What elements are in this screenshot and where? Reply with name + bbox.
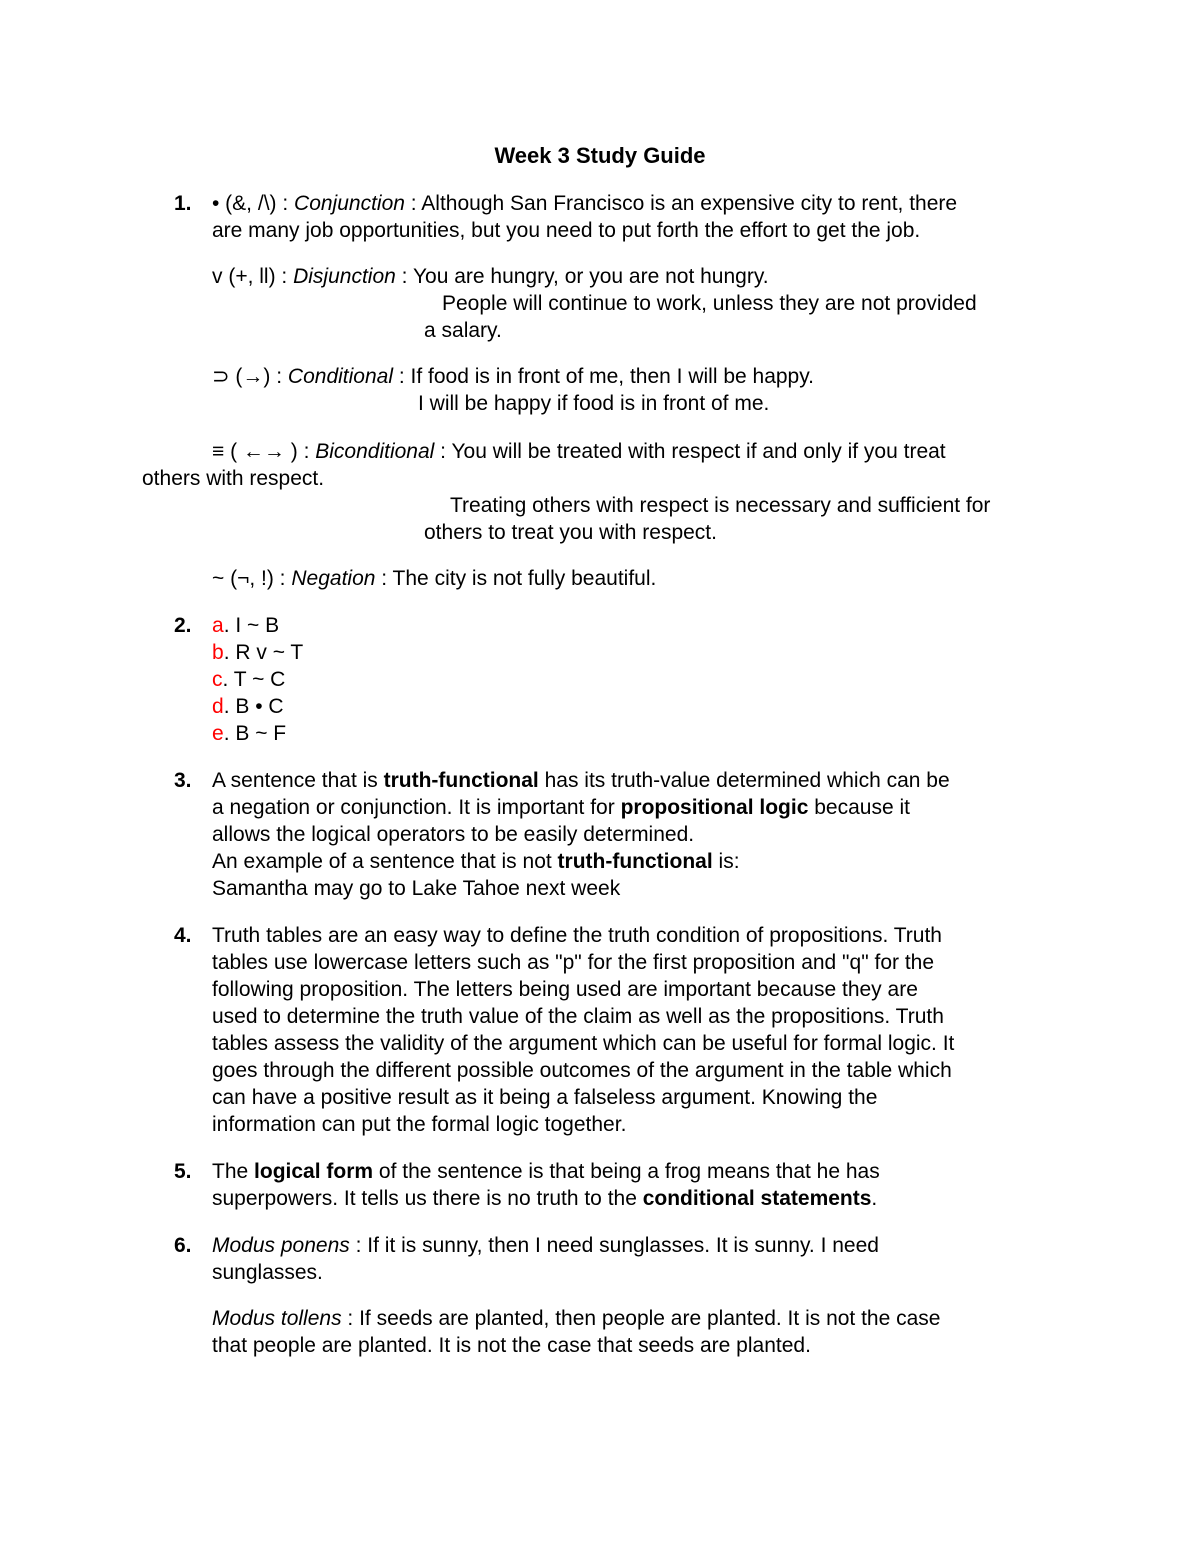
item-letter: e — [212, 722, 224, 745]
truth-tables-line-7: can have a positive result as it being a falseless argument. Knowing the — [212, 1086, 878, 1109]
text: . — [871, 1187, 878, 1210]
negation-symbol: ~ (¬, !) : — [212, 567, 292, 590]
symbolization-item-c — [212, 666, 285, 693]
bold-term: logical form — [254, 1160, 374, 1183]
item-number-3: 3. — [174, 769, 192, 792]
conjunction-separator: : — [404, 192, 422, 215]
text: has its truth-value determined which can be — [538, 769, 950, 792]
bold-term: propositional logic — [620, 796, 809, 819]
disjunction-separator: : — [395, 265, 413, 288]
truth-functional-line-2 — [212, 794, 910, 821]
conjunction-line — [212, 190, 957, 217]
text: The — [212, 1160, 255, 1183]
conjunction-text: Although San Francisco is an expensive city to rent, there — [421, 192, 958, 215]
biconditional-line-4: others to treat you with respect. — [424, 521, 717, 544]
bold-term: conditional statements — [642, 1187, 872, 1210]
negation-text: The city is not fully beautiful. — [392, 567, 657, 590]
biconditional-line-2: others with respect. — [142, 467, 325, 490]
negation-separator: : — [375, 567, 393, 590]
text: superpowers. It tells us there is no truth to the — [212, 1187, 643, 1210]
truth-functional-line-4 — [212, 848, 740, 875]
truth-tables-line-6: goes through the different possible outcomes of the argument in the table which — [212, 1059, 952, 1082]
symbolization-item-a — [212, 612, 279, 639]
disjunction-term: Disjunction — [293, 265, 396, 288]
text: a negation or conjunction. It is important for — [212, 796, 621, 819]
modus-ponens-term: Modus ponens — [212, 1234, 350, 1257]
truth-functional-line-3: allows the logical operators to be easily determined. — [212, 823, 695, 846]
truth-functional-line-5: Samantha may go to Lake Tahoe next week — [212, 877, 621, 900]
logical-form-line-2 — [212, 1185, 877, 1212]
conjunction-line-2: are many job opportunities, but you need to put forth the effort to get the job. — [212, 219, 921, 242]
conditional-separator: : — [393, 365, 411, 388]
text: because it — [808, 796, 910, 819]
item-number-4: 4. — [174, 924, 192, 947]
item-text: . B ~ F — [223, 722, 287, 745]
conjunction-symbol: • (&, /\) : — [212, 192, 295, 215]
text: An example of a sentence that is not — [212, 850, 558, 873]
item-text: . R v ~ T — [223, 641, 304, 664]
truth-tables-line-4: used to determine the truth value of the claim as well as the propositions. Truth — [212, 1005, 944, 1028]
disjunction-text: You are hungry, or you are not hungry. — [412, 265, 769, 288]
item-text: . T ~ C — [222, 668, 286, 691]
modus-tollens-line-2: that people are planted. It is not the case that seeds are planted. — [212, 1334, 811, 1357]
truth-functional-line-1 — [212, 767, 950, 794]
negation-line — [212, 565, 656, 592]
item-number-1: 1. — [174, 192, 192, 215]
item-letter: b — [212, 641, 224, 664]
conjunction-term: Conjunction — [294, 192, 405, 215]
modus-tollens-term: Modus tollens — [212, 1307, 342, 1330]
symbolization-item-d — [212, 693, 284, 720]
truth-tables-line-8: information can put the formal logic together. — [212, 1113, 627, 1136]
biconditional-line — [212, 438, 946, 465]
disjunction-line-3: a salary. — [424, 319, 502, 342]
text: : If it is sunny, then I need sunglasses. It is sunny. I need — [349, 1234, 879, 1257]
biconditional-symbol: ≡ ( ←→ ) : — [212, 440, 316, 463]
truth-tables-line-2: tables use lowercase letters such as "p" for the first proposition and "q" for the — [212, 951, 935, 974]
conditional-symbol: ⊃ (→) : — [212, 365, 288, 388]
negation-term: Negation — [291, 567, 376, 590]
conditional-line — [212, 363, 814, 390]
modus-tollens-line-1 — [212, 1305, 940, 1332]
disjunction-line-2: People will continue to work, unless they are not provided — [442, 292, 977, 315]
bold-term: truth-functional — [557, 850, 713, 873]
text: of the sentence is that being a frog means that he has — [373, 1160, 880, 1183]
disjunction-symbol: v (+, ll) : — [212, 265, 294, 288]
truth-tables-line-1: Truth tables are an easy way to define the truth condition of propositions. Truth — [212, 924, 942, 947]
conditional-line-2: I will be happy if food is in front of me. — [418, 392, 770, 415]
item-letter: c — [212, 668, 223, 691]
item-text: . I ~ B — [223, 614, 280, 637]
page-title: Week 3 Study Guide — [494, 143, 706, 168]
item-letter: d — [212, 695, 224, 718]
biconditional-line-3: Treating others with respect is necessary and sufficient for — [450, 494, 991, 517]
biconditional-term: Biconditional — [315, 440, 435, 463]
bold-term: truth-functional — [383, 769, 539, 792]
conditional-text: If food is in front of me, then I will be happy. — [410, 365, 815, 388]
truth-tables-line-5: tables assess the validity of the argument which can be useful for formal logic. It — [212, 1032, 955, 1055]
text: is: — [712, 850, 740, 873]
item-number-6: 6. — [174, 1234, 192, 1257]
biconditional-separator: : — [434, 440, 452, 463]
biconditional-text: You will be treated with respect if and only if you treat — [451, 440, 946, 463]
item-text: . B • C — [223, 695, 284, 718]
text: : If seeds are planted, then people are planted. It is not the case — [341, 1307, 941, 1330]
item-number-5: 5. — [174, 1160, 192, 1183]
modus-ponens-line-1 — [212, 1232, 879, 1259]
logical-form-line-1 — [212, 1158, 880, 1185]
conditional-term: Conditional — [287, 365, 393, 388]
symbolization-item-e — [212, 720, 286, 747]
text: A sentence that is — [212, 769, 384, 792]
item-number-2: 2. — [174, 614, 192, 637]
disjunction-line — [212, 263, 769, 290]
modus-ponens-line-2: sunglasses. — [212, 1261, 323, 1284]
item-letter: a — [212, 614, 224, 637]
truth-tables-line-3: following proposition. The letters being used are important because they are — [212, 978, 918, 1001]
symbolization-item-b — [212, 639, 303, 666]
